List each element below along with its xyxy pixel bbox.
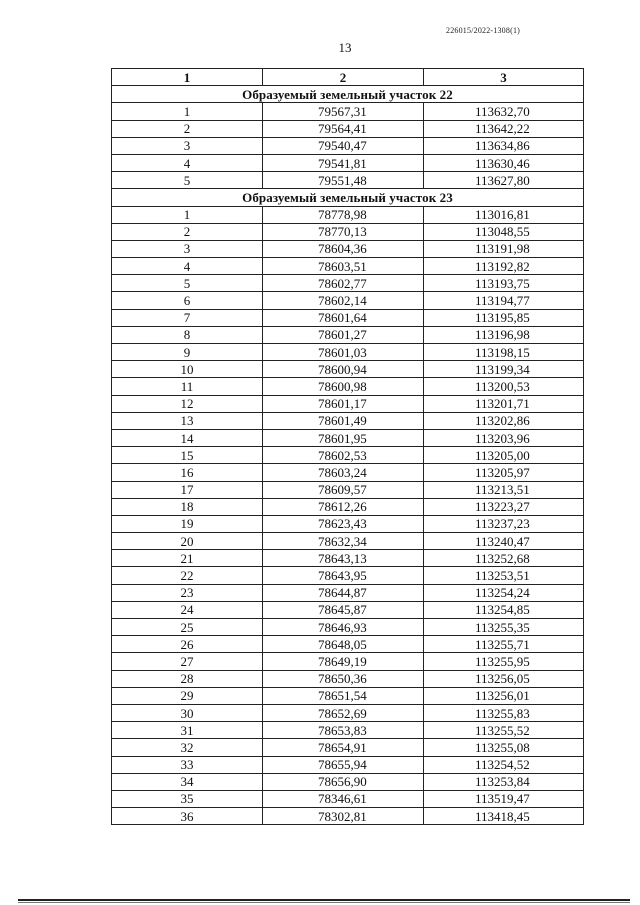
point-number-cell: 27 xyxy=(112,653,263,670)
table-row xyxy=(112,670,584,687)
table-row xyxy=(112,464,584,481)
x-coordinate-cell: 78302,81 xyxy=(263,808,424,825)
x-coordinate-cell: 78770,13 xyxy=(263,223,424,240)
x-coordinate-cell: 78603,24 xyxy=(263,464,424,481)
section-title: Образуемый земельный участок 22 xyxy=(112,86,584,103)
point-number-cell: 5 xyxy=(112,172,263,189)
table-row xyxy=(112,515,584,532)
y-coordinate-cell: 113254,85 xyxy=(424,601,584,618)
point-number-cell: 25 xyxy=(112,619,263,636)
y-coordinate-cell: 113016,81 xyxy=(424,206,584,223)
x-coordinate-cell: 79540,47 xyxy=(263,137,424,154)
point-number-cell: 14 xyxy=(112,429,263,446)
section-title-row xyxy=(112,189,584,206)
y-coordinate-cell: 113255,95 xyxy=(424,653,584,670)
point-number-cell: 8 xyxy=(112,326,263,343)
x-coordinate-cell: 78778,98 xyxy=(263,206,424,223)
table-row xyxy=(112,773,584,790)
table-row xyxy=(112,344,584,361)
x-coordinate-cell: 78601,17 xyxy=(263,395,424,412)
x-coordinate-cell: 78644,87 xyxy=(263,584,424,601)
y-coordinate-cell: 113630,46 xyxy=(424,154,584,171)
table-row xyxy=(112,154,584,171)
x-coordinate-cell: 78656,90 xyxy=(263,773,424,790)
table-row xyxy=(112,533,584,550)
x-coordinate-cell: 78650,36 xyxy=(263,670,424,687)
x-coordinate-cell: 78648,05 xyxy=(263,636,424,653)
y-coordinate-cell: 113256,01 xyxy=(424,687,584,704)
x-coordinate-cell: 78604,36 xyxy=(263,240,424,257)
table-row xyxy=(112,704,584,721)
table-row xyxy=(112,601,584,618)
table-row xyxy=(112,275,584,292)
point-number-cell: 12 xyxy=(112,395,263,412)
y-coordinate-cell: 113632,70 xyxy=(424,103,584,120)
point-number-cell: 10 xyxy=(112,361,263,378)
point-number-cell: 7 xyxy=(112,309,263,326)
y-coordinate-cell: 113627,80 xyxy=(424,172,584,189)
y-coordinate-cell: 113194,77 xyxy=(424,292,584,309)
point-number-cell: 21 xyxy=(112,550,263,567)
table-row xyxy=(112,378,584,395)
point-number-cell: 23 xyxy=(112,584,263,601)
x-coordinate-cell: 78652,69 xyxy=(263,704,424,721)
table-row xyxy=(112,687,584,704)
point-number-cell: 24 xyxy=(112,601,263,618)
y-coordinate-cell: 113191,98 xyxy=(424,240,584,257)
table-row xyxy=(112,429,584,446)
column-header-3: 3 xyxy=(424,69,584,86)
point-number-cell: 26 xyxy=(112,636,263,653)
x-coordinate-cell: 78645,87 xyxy=(263,601,424,618)
point-number-cell: 11 xyxy=(112,378,263,395)
x-coordinate-cell: 78649,19 xyxy=(263,653,424,670)
table-row xyxy=(112,258,584,275)
y-coordinate-cell: 113193,75 xyxy=(424,275,584,292)
point-number-cell: 15 xyxy=(112,447,263,464)
y-coordinate-cell: 113201,71 xyxy=(424,395,584,412)
x-coordinate-cell: 78603,51 xyxy=(263,258,424,275)
y-coordinate-cell: 113237,23 xyxy=(424,515,584,532)
point-number-cell: 31 xyxy=(112,722,263,739)
x-coordinate-cell: 78600,98 xyxy=(263,378,424,395)
table-row xyxy=(112,550,584,567)
y-coordinate-cell: 113223,27 xyxy=(424,498,584,515)
table-row xyxy=(112,172,584,189)
point-number-cell: 3 xyxy=(112,240,263,257)
x-coordinate-cell: 78653,83 xyxy=(263,722,424,739)
bottom-border-line-thin xyxy=(18,902,630,903)
y-coordinate-cell: 113253,51 xyxy=(424,567,584,584)
point-number-cell: 1 xyxy=(112,103,263,120)
point-number-cell: 17 xyxy=(112,481,263,498)
table-row xyxy=(112,498,584,515)
table-row xyxy=(112,790,584,807)
y-coordinate-cell: 113255,35 xyxy=(424,619,584,636)
table-row xyxy=(112,206,584,223)
table-row xyxy=(112,653,584,670)
x-coordinate-cell: 78646,93 xyxy=(263,619,424,636)
y-coordinate-cell: 113192,82 xyxy=(424,258,584,275)
y-coordinate-cell: 113196,98 xyxy=(424,326,584,343)
y-coordinate-cell: 113642,22 xyxy=(424,120,584,137)
x-coordinate-cell: 79567,31 xyxy=(263,103,424,120)
point-number-cell: 6 xyxy=(112,292,263,309)
x-coordinate-cell: 78601,27 xyxy=(263,326,424,343)
y-coordinate-cell: 113198,15 xyxy=(424,344,584,361)
table-row xyxy=(112,808,584,825)
table-row xyxy=(112,395,584,412)
table-row xyxy=(112,619,584,636)
y-coordinate-cell: 113200,53 xyxy=(424,378,584,395)
y-coordinate-cell: 113048,55 xyxy=(424,223,584,240)
point-number-cell: 35 xyxy=(112,790,263,807)
y-coordinate-cell: 113418,45 xyxy=(424,808,584,825)
x-coordinate-cell: 79551,48 xyxy=(263,172,424,189)
bottom-border-line xyxy=(18,899,630,901)
point-number-cell: 5 xyxy=(112,275,263,292)
x-coordinate-cell: 79564,41 xyxy=(263,120,424,137)
point-number-cell: 30 xyxy=(112,704,263,721)
table-body xyxy=(112,86,584,825)
point-number-cell: 2 xyxy=(112,120,263,137)
x-coordinate-cell: 78654,91 xyxy=(263,739,424,756)
x-coordinate-cell: 78632,34 xyxy=(263,533,424,550)
table-row xyxy=(112,481,584,498)
header-row xyxy=(112,69,584,86)
point-number-cell: 33 xyxy=(112,756,263,773)
point-number-cell: 28 xyxy=(112,670,263,687)
table-row xyxy=(112,137,584,154)
y-coordinate-cell: 113205,00 xyxy=(424,447,584,464)
table-row xyxy=(112,223,584,240)
y-coordinate-cell: 113255,08 xyxy=(424,739,584,756)
table-row xyxy=(112,756,584,773)
table-header xyxy=(112,69,584,86)
table-row xyxy=(112,722,584,739)
point-number-cell: 13 xyxy=(112,412,263,429)
point-number-cell: 3 xyxy=(112,137,263,154)
column-header-1: 1 xyxy=(112,69,263,86)
point-number-cell: 16 xyxy=(112,464,263,481)
point-number-cell: 4 xyxy=(112,258,263,275)
page-number: 13 xyxy=(338,40,352,55)
y-coordinate-cell: 113195,85 xyxy=(424,309,584,326)
x-coordinate-cell: 78601,49 xyxy=(263,412,424,429)
point-number-cell: 1 xyxy=(112,206,263,223)
y-coordinate-cell: 113634,86 xyxy=(424,137,584,154)
x-coordinate-cell: 78623,43 xyxy=(263,515,424,532)
x-coordinate-cell: 78600,94 xyxy=(263,361,424,378)
point-number-cell: 19 xyxy=(112,515,263,532)
point-number-cell: 32 xyxy=(112,739,263,756)
x-coordinate-cell: 78601,95 xyxy=(263,429,424,446)
point-number-cell: 20 xyxy=(112,533,263,550)
section-title: Образуемый земельный участок 23 xyxy=(112,189,584,206)
section-title-row xyxy=(112,86,584,103)
column-header-2: 2 xyxy=(263,69,424,86)
y-coordinate-cell: 113256,05 xyxy=(424,670,584,687)
table-row xyxy=(112,103,584,120)
table-row xyxy=(112,636,584,653)
table-row xyxy=(112,447,584,464)
x-coordinate-cell: 78612,26 xyxy=(263,498,424,515)
table-row xyxy=(112,567,584,584)
y-coordinate-cell: 113202,86 xyxy=(424,412,584,429)
document-code: 226015/2022-1308(1) xyxy=(446,26,521,35)
table-row xyxy=(112,292,584,309)
y-coordinate-cell: 113213,51 xyxy=(424,481,584,498)
x-coordinate-cell: 78602,53 xyxy=(263,447,424,464)
y-coordinate-cell: 113240,47 xyxy=(424,533,584,550)
point-number-cell: 36 xyxy=(112,808,263,825)
y-coordinate-cell: 113199,34 xyxy=(424,361,584,378)
point-number-cell: 29 xyxy=(112,687,263,704)
x-coordinate-cell: 78643,95 xyxy=(263,567,424,584)
x-coordinate-cell: 78609,57 xyxy=(263,481,424,498)
point-number-cell: 18 xyxy=(112,498,263,515)
y-coordinate-cell: 113254,52 xyxy=(424,756,584,773)
y-coordinate-cell: 113205,97 xyxy=(424,464,584,481)
coordinates-table xyxy=(111,68,584,825)
point-number-cell: 2 xyxy=(112,223,263,240)
x-coordinate-cell: 78651,54 xyxy=(263,687,424,704)
x-coordinate-cell: 78655,94 xyxy=(263,756,424,773)
y-coordinate-cell: 113203,96 xyxy=(424,429,584,446)
point-number-cell: 9 xyxy=(112,344,263,361)
y-coordinate-cell: 113255,71 xyxy=(424,636,584,653)
y-coordinate-cell: 113254,24 xyxy=(424,584,584,601)
table-row xyxy=(112,739,584,756)
table-row xyxy=(112,361,584,378)
x-coordinate-cell: 79541,81 xyxy=(263,154,424,171)
point-number-cell: 22 xyxy=(112,567,263,584)
x-coordinate-cell: 78602,14 xyxy=(263,292,424,309)
y-coordinate-cell: 113253,84 xyxy=(424,773,584,790)
point-number-cell: 34 xyxy=(112,773,263,790)
x-coordinate-cell: 78601,03 xyxy=(263,344,424,361)
y-coordinate-cell: 113255,83 xyxy=(424,704,584,721)
x-coordinate-cell: 78346,61 xyxy=(263,790,424,807)
table-row xyxy=(112,240,584,257)
point-number-cell: 4 xyxy=(112,154,263,171)
table-row xyxy=(112,584,584,601)
y-coordinate-cell: 113519,47 xyxy=(424,790,584,807)
table-row xyxy=(112,120,584,137)
y-coordinate-cell: 113252,68 xyxy=(424,550,584,567)
y-coordinate-cell: 113255,52 xyxy=(424,722,584,739)
x-coordinate-cell: 78601,64 xyxy=(263,309,424,326)
x-coordinate-cell: 78643,13 xyxy=(263,550,424,567)
table-row xyxy=(112,412,584,429)
table-row xyxy=(112,326,584,343)
x-coordinate-cell: 78602,77 xyxy=(263,275,424,292)
table-row xyxy=(112,309,584,326)
